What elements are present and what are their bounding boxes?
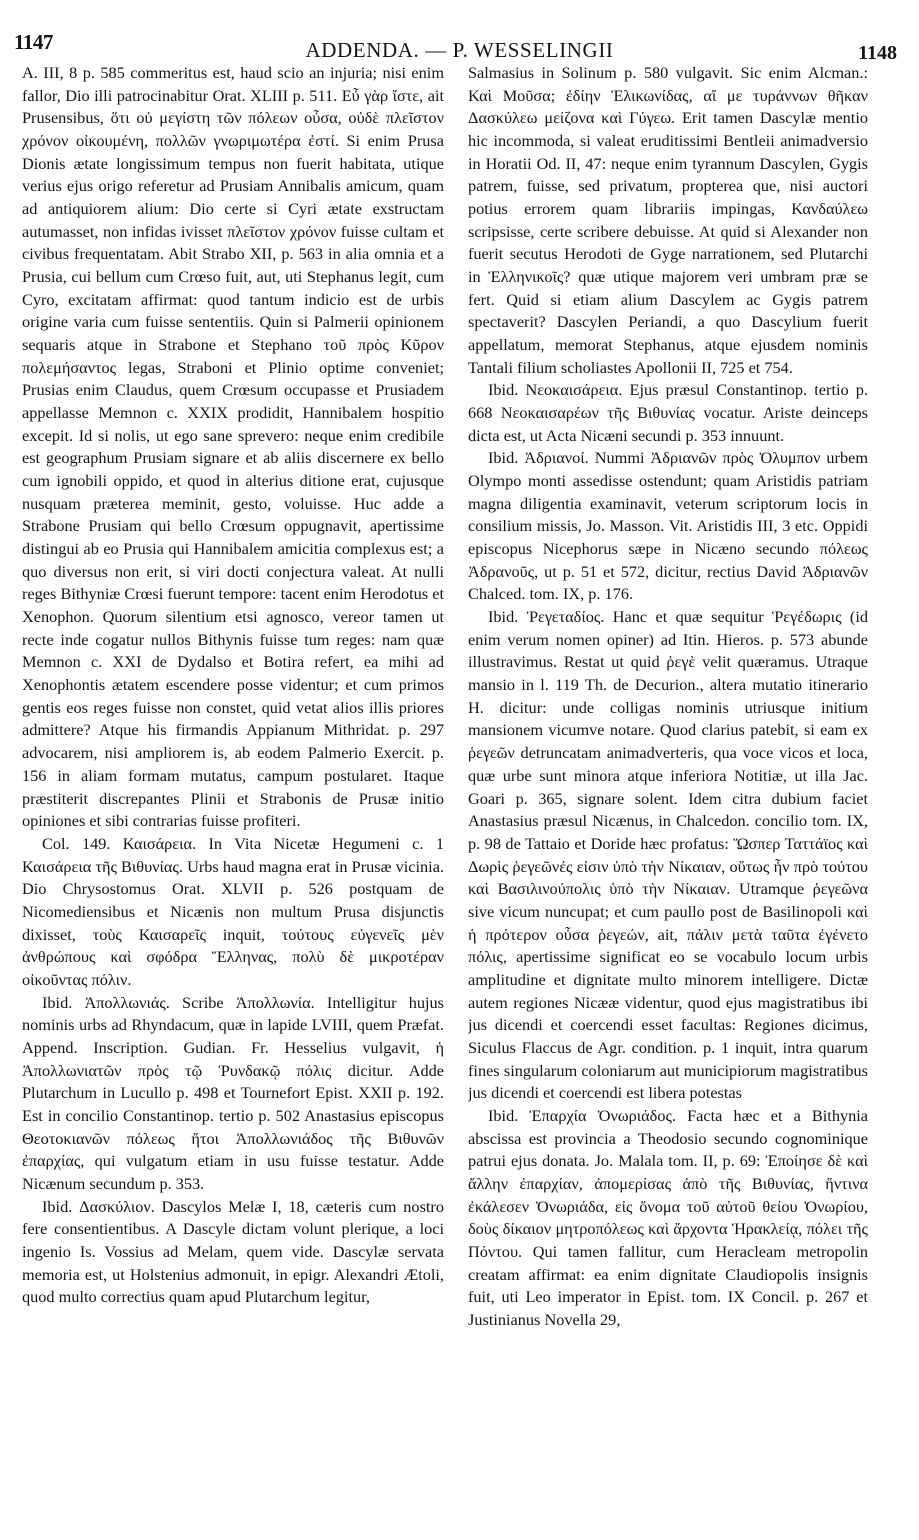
left-page-number: 1147 — [14, 30, 53, 54]
page-header — [14, 22, 905, 62]
paragraph: Ibid. Ῥεγεταδίος. Hanc et quæ sequitur Ῥεγέδωρις (id enim verum nomen opiner) ad Itin. Hieros. p. 573 abunde illustravimus. Restat ut quid ῥεγὲ velit quæramus. Utraque mansio in l. 119 Th. de Decurion., altera mutatio itinerario H. dicitur: unde colligas nominis utriusque initium mansionem vicumve notare. Quod clarius patebit, si eam ex ῥεγεῶν detruncatam animadverteris, qua voce vicos et loca, quæ urbe sunt minora atque inferiora Notitiæ, ut illa Jac. Goari p. 365, signare solent. Idem citra dubium faciet Anastasius præsul Nicænus, in Chalcedon. concilio tom. IX, p. 98 de Tattaio et Doride hæc profatus: Ὥσπερ Ταττάϊος καὶ Δωρὶς ῥεγεῶνές εἰσιν ὑπὸ τὴν Νίκαιαν, οὕτως ἦν πρὸ τούτου καὶ Βασιλινούπολις ὑπὸ τὴν Νίκαιαν. Utramque ῥεγεῶνα sive vicum nuncupat; et cum paullo post de Basilinopoli καὶ ἡ πρότερον οὖσα ῥεγεών, ait, πάλιν μετὰ ταῦτα ἐγένετο πόλις, apertissime significat eo se vocabulo locum urbis amplitudine et dignitate multo minorem intelligere. Dictæ autem regiones Nicææ videntur, quod ejus magistratibus ibi jus dicendi et coercendi esset facultas: Regiones dicimus, Siculus Flaccus de Agr. condition. p. 1 inquit, intra quarum fines singularum coloniarum aut municipiorum magistratibus jus dicendi et coercendi est libera potestas — [468, 607, 868, 1103]
paragraph: Ibid. Ἐπαρχία Ὀνωριάδος. Facta hæc et a Bithynia abscissa est provincia a Theodosio secundo cognominique patrui ejus donata. Jo. Malala tom. II, p. 69: Ἐποίησε δὲ καὶ ἄλλην ἐπαρχίαν, ἀπομερίσας ἀπὸ τῆς Βιθυνίας, ἥντινα ἐκάλεσεν Ὀνωριάδα, εἰς ὄνομα τοῦ αὐτοῦ θείου Ὀνωρίου, δοὺς δίκαιον μητροπόλεως καὶ ἄρχοντα Ἡρακλείᾳ, πόλει τῆς Πόντου. Qui tamen fallitur, cum Heracleam metropolin creatam affirmat: ea enim dignitate Claudiopolis insignis fuit, uti Leo imperator in Epist. tom. IX Concil. p. 267 et Justinianus Novella 29, — [468, 1105, 868, 1329]
paragraph: Salmasius in Solinum p. 580 vulgavit. Sic enim Alcman.: Καὶ Μοῦσα; ἐδίην Ἑλικωνίδας, αἴ με τυράννων θῆκαν Δασκύλεω μείζονα καὶ Γύγεω. Erit tamen Dascylæ mentio hic incommoda, si valeat eruditissimi Bentleii animadversio in Horatii Od. II, 47: neque enim tyrannum Dascylen, Gygis patrem, fuisse, sed privatum, propterea que, nisi auctori potius errorem quam librariis impingas, Κανδαύλεω scripsisse, certe scribere debuisse. At quid si Alexander non fuerit secutus Herodoti de Gyge narrationem, sed Plutarchi in Ἑλληνικοῖς? quæ utique majorem veri umbram præ se fert. Quid si etiam alium Dascylem ac Gygis patrem spectaverit? Dascylen Periandi, a quo Dascylium fuerit appellatum, memorat Stephanus, atque ejusdem nominis Tantali filium scholiastes Apollonii II, 725 et 754. — [468, 63, 868, 377]
right-page-number: 1148 — [858, 42, 897, 64]
paragraph: Ibid. Νεοκαισάρεια. Ejus præsul Constantinop. tertio p. 668 Νεοκαισαρέων τῆς Βιθυνίας vocatur. Ariste deinceps dicta est, ut Acta Nicæni secundi p. 353 innuunt. — [468, 380, 868, 445]
paragraph: Ibid. Ἀπολλωνιάς. Scribe Ἀπολλωνία. Intelligitur hujus nominis urbs ad Rhyndacum, quæ in lapide LVIII, quem Præfat. Append. Inscription. Gudian. Fr. Hesselius vulgavit, ἡ Ἀπολλωνιατῶν πρὸς τῷ Ῥυνδακῷ πόλις dicitur. Adde Plutarchum in Lucullo p. 498 et Tournefort Epist. XXII p. 192. Est in concilio Constantinop. tertio p. 502 Anastasius episcopus Θεοτοκιανῶν πόλεως ἤτοι Ἀπολλωνιάδος τῆς Βιθυνῶν ἐπαρχίας, qui vulgatum etiam in usu fuisse testatur. Adde Nicænum secundum p. 353. — [22, 992, 444, 1193]
paragraph: Col. 149. Καισάρεια. In Vita Nicetæ Hegumeni c. 1 Καισάρεια τῆς Βιθυνίας. Urbs haud magna erat in Prusæ vicinia. Dio Chrysostomus Orat. XLVII p. 526 postquam de Nicomediensibus et Nicænis non multum Prusa disjunctis dixisset, τοὺς Καισαρεῖς inquit, τούτους εὐγενεῖς μὲν ἀνθρώπους καὶ σφόδρα Ἕλληνας, πολὺ δὲ μικροτέραν οἰκοῦντας πόλιν. — [22, 833, 444, 989]
paragraph: A. III, 8 p. 585 commeritus est, haud scio an injuria; nisi enim fallor, Dio illi patrocinabitur Orat. XLIII p. 511. Εὖ γὰρ ἴστε, ait Prusensibus, ὅτι οὐ μεγίστη τῶν πόλεων οὖσα, οὐδὲ πλεῖστον χρόνον οἰκουμένη, πολλῶν γνωριμωτέρα ἐστί. Si enim Prusa Dionis ætate longissimum tempus non fuerit habitata, utique verius ejus origo referetur ad Prusiam Annibalis amicum, quam ad antiquiorem alium: Dio certe si Cyri ætate exstructam autumasset, non infidas ivisset πλεῖστον χρόνον fuisse cultam et civibus frequentatam. Abit Strabo XII, p. 563 in alia omnia et a Prusia, cui bellum cum Crœso fuit, aut, uti Stephanus legit, cum Cyro, excitatam affirmat: quod tantum indicio est de urbis origine varia cum fuisse sententiis. Quin si Palmerii opinionem sequaris atque in Strabone et Stephano τοῦ πρὸς Κῦρον πολεμήσαντος legas, Straboni et Plinio optime conveniet; Prusias enim Claudus, quem Crœsum occupasse et Prusiadem appellasse Memnon c. XXIX prodidit, Hannibalem hospitio excepit. Id si nolis, ut ego sane sprevero: neque enim credibile est geographum Prusiam signare et ab aliis discernere ex bello cum ignobili oppido, et quod in alterius ditione erat, cujusque nusquam præterea meminit, gesto, voluisse. Huc adde a Strabone Prusiam qui bello Crœsum oppugnavit, apertissime distingui ab eo Prusia qui Hannibalem amicitia complexus est; a quo diversus non erit, si viri docti conjectura valeat. At nulli reges Bithyniæ Crœsi fuerunt tempore: tacent enim Herodotus et Xenophon. Quorum silentium etsi agnosco, vereor tamen ut recte inde cogatur nullos Bithynis fuisse tum reges: nam quæ Memnon c. XXI de Dydalso et Botira refert, ea mihi ad Xenophontis ætatem escendere posse videntur; et cum primos gentis eos reges fuisse non constet, quid vetat alios illis priores admittere? Atque his firmandis Appianum Mithridat. p. 297 advocarem, nisi ampliorem is, ab eodem Palmerio Exercit. p. 156 in aliam formam mutatus, campum postularet. Itaque præstiterit discrepantes Plinii et Strabonis de Prusæ initio opiniones et sibi contrarias fuisse profiteri. — [22, 63, 444, 831]
paragraph: Ibid. Δασκύλιον. Dascylos Melæ I, 18, cæteris cum nostro fere consentientibus. A Dascyle dictam volunt plerique, a loci ingenio Is. Vossius ad Melam, quem vide. Dascylæ servata memoria est, ut Holstenius admonuit, in epigr. Alexandri Ætoli, quod multo correctius quam apud Plutarchum legitur, — [22, 1196, 444, 1307]
right-column — [468, 62, 868, 1530]
running-title: ADDENDA. — P. WESSELINGII — [305, 38, 614, 62]
left-column — [22, 62, 444, 1530]
paragraph: Ibid. Ἀδριανοί. Nummi Ἀδριανῶν πρὸς Ὀλυμπον urbem Olympo monti assedisse ostendunt; quam Aristidis patriam magna diligentia examinavit, veterum scriptorum locis in consilium missis, Jo. Masson. Vit. Aristidis III, 3 etc. Oppidi episcopus Nicephorus sæpe in Nicæno secundo πόλεως Ἀδρανοῦς, ut p. 51 et 572, dicitur, rectius David Ἀδριανῶν Chalced. tom. IX, p. 176. — [468, 448, 868, 604]
